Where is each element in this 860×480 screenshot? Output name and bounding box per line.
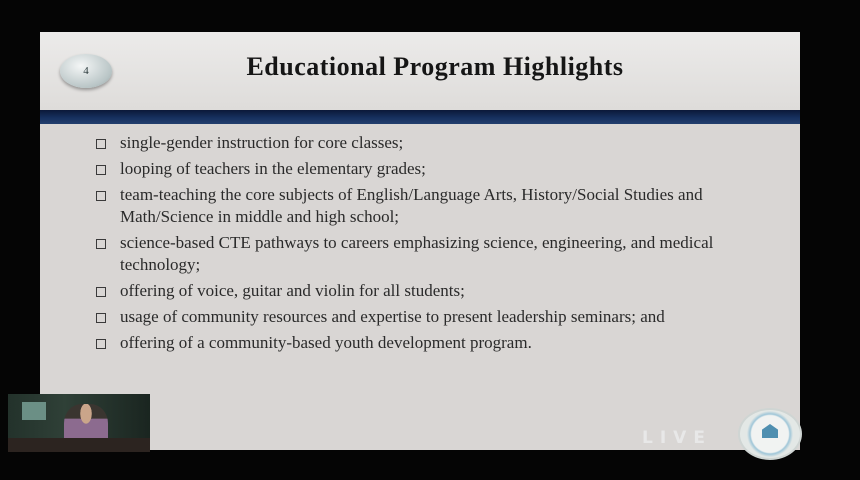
list-item — [94, 332, 784, 354]
list-item — [94, 132, 784, 154]
bullet-text: usage of community resources and expertise to present leadership seminars; and — [120, 307, 665, 326]
list-item — [94, 232, 784, 276]
bullet-text: looping of teachers in the elementary grades; — [120, 159, 426, 178]
checkbox-bullet-icon — [96, 165, 106, 175]
list-item — [94, 158, 784, 180]
monitor-icon — [22, 402, 46, 420]
slide-number-badge: 4 — [60, 54, 112, 88]
list-item — [94, 306, 784, 328]
checkbox-bullet-icon — [96, 191, 106, 201]
checkbox-bullet-icon — [96, 339, 106, 349]
speaker-video-inset — [8, 394, 150, 452]
slide-header — [40, 32, 800, 110]
bullet-text: offering of voice, guitar and violin for all students; — [120, 281, 465, 300]
checkbox-bullet-icon — [96, 239, 106, 249]
header-divider — [40, 110, 800, 124]
checkbox-bullet-icon — [96, 139, 106, 149]
bullet-list — [94, 132, 784, 358]
checkbox-bullet-icon — [96, 313, 106, 323]
bullet-text: offering of a community-based youth development program. — [120, 333, 532, 352]
slide-title: Educational Program Highlights — [246, 52, 624, 81]
bullet-text: single-gender instruction for core classes; — [120, 133, 404, 152]
podium — [8, 438, 150, 452]
bullet-text: science-based CTE pathways to careers emphasizing science, engineering, and medical technology; — [120, 233, 714, 274]
live-indicator: LIVE — [642, 428, 712, 448]
list-item — [94, 184, 784, 228]
checkbox-bullet-icon — [96, 287, 106, 297]
bullet-text: team-teaching the core subjects of English/Language Arts, History/Social Studies and Math/Science in middle and high school; — [120, 185, 703, 226]
presentation-slide — [40, 32, 800, 450]
channel-logo-icon — [738, 408, 802, 460]
school-building-icon — [762, 424, 778, 438]
list-item — [94, 280, 784, 302]
